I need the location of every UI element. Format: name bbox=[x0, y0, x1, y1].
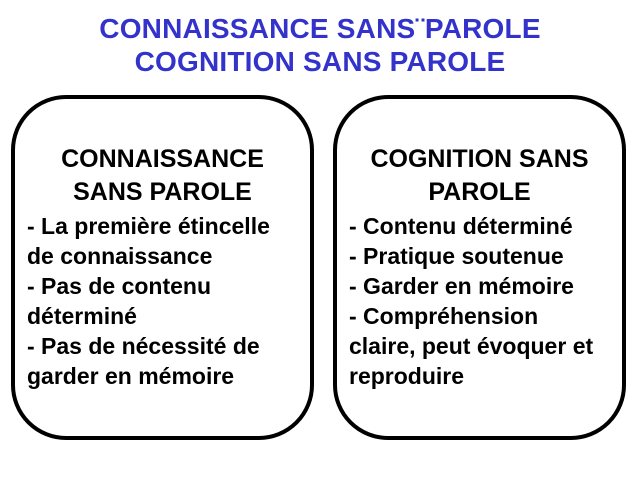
box-connaissance-heading: CONNAISSANCE SANS PAROLE bbox=[61, 145, 264, 206]
box-connaissance-item-1: - La première étincelle de connaissance bbox=[27, 213, 270, 269]
box-connaissance-item-2: - Pas de contenu déterminé bbox=[27, 273, 212, 329]
box-cognition-item-4: - Compréhension claire, peut évoquer et reproduire bbox=[349, 303, 594, 389]
box-connaissance-sans-parole bbox=[11, 95, 314, 440]
box-cognition-sans-parole bbox=[333, 95, 626, 440]
box-connaissance-body bbox=[27, 211, 298, 391]
box-cognition-body bbox=[349, 211, 610, 391]
box-cognition-item-3: - Garder en mémoire bbox=[349, 273, 574, 299]
box-cognition-item-2: - Pratique soutenue bbox=[349, 243, 564, 269]
box-cognition-item-1: - Contenu déterminé bbox=[349, 213, 573, 239]
slide-title bbox=[0, 12, 640, 78]
box-cognition-heading: COGNITION SANS PAROLE bbox=[370, 145, 589, 206]
slide-title-line-2: COGNITION SANS PAROLE bbox=[134, 46, 506, 77]
slide-title-line-1: CONNAISSANCE SANS¨PAROLE bbox=[99, 13, 541, 44]
box-connaissance-item-3: - Pas de nécessité de garder en mémoire bbox=[27, 333, 260, 389]
